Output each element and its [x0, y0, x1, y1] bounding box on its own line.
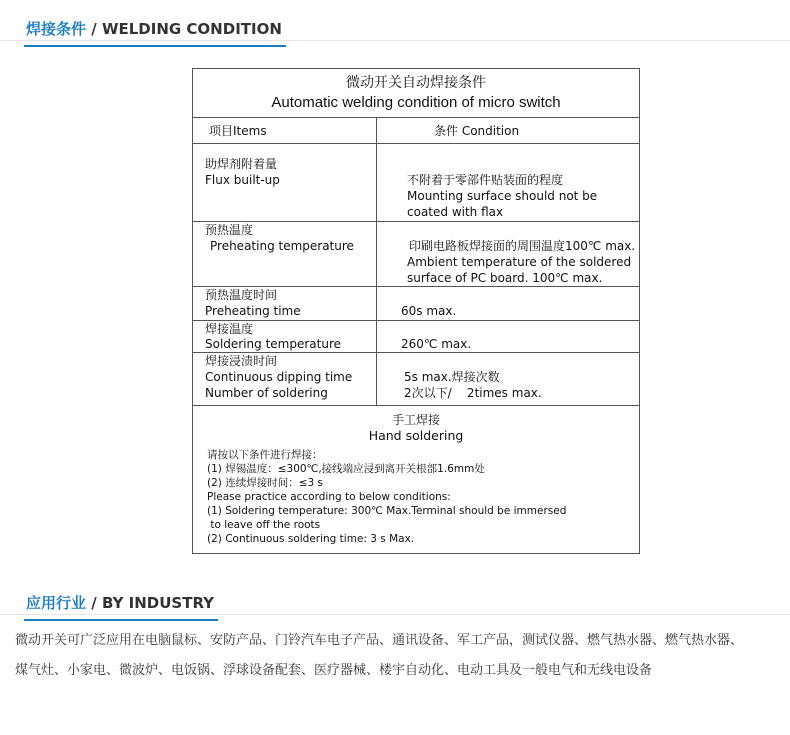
welding-title-en: WELDING CONDITION [101, 20, 282, 38]
condition-line: 60s max. [401, 304, 457, 318]
item-cn: 预热温度时间 [205, 288, 278, 302]
item-en: Preheating time [205, 304, 301, 318]
title-separator: / [86, 594, 102, 612]
condition-line: 2次以下/ 2times max. [404, 386, 542, 400]
item-en: Preheating temperature [210, 239, 354, 253]
industry-title-en: BY INDUSTRY [101, 594, 215, 612]
column-divider [376, 118, 377, 406]
hand-line: Please practice according to below conditions: [207, 491, 451, 503]
industry-section-header [0, 584, 790, 615]
hand-line: to leave off the roots [207, 519, 321, 531]
condition-line: 260℃ max. [401, 337, 472, 351]
item-en: Soldering temperature [205, 337, 342, 351]
industry-description: 微动开关可广泛应用在电脑鼠标、安防产品、门铃汽车电子产品、通讯设备、军工产品，测试仪器、燃气热水器、燃气热水器、煤气灶、小家电、微波炉、电饭锅、浮球设备配套、医疗器械、楼宇自动化、电动工具及一般电气和无线电设备 [15, 633, 744, 678]
table-row [193, 144, 639, 222]
welding-condition-table [192, 68, 640, 554]
hand-line: (2) Continuous soldering time: 3 s Max. [207, 533, 415, 545]
welding-section-title [24, 18, 286, 47]
hand-line: (2) 连续焊接时间：≤3 s [207, 477, 323, 489]
hand-line: (1) Soldering temperature: 300℃ Max.Terminal should be immersed [207, 505, 567, 517]
item-cn: 焊接浸渍时间 [205, 354, 278, 368]
table-caption-en: Automatic welding condition of micro switch [271, 94, 561, 111]
condition-line: Mounting surface should not be [407, 189, 598, 203]
item-en: Number of soldering [205, 386, 328, 400]
table-row [193, 222, 639, 287]
table-header-row [193, 118, 639, 144]
hand-title-en: Hand soldering [368, 428, 464, 443]
item-cn: 焊接温度 [205, 322, 254, 336]
table-row [193, 321, 639, 353]
industry-title-cn: 应用行业 [26, 594, 87, 612]
item-en: Flux built-up [205, 173, 280, 187]
condition-line: surface of PC board. 100℃ max. [407, 271, 603, 285]
condition-line: Ambient temperature of the soldered [407, 255, 632, 269]
condition-line: 印刷电路板焊接面的周围温度100℃ max. [409, 239, 636, 253]
welding-section-header [0, 10, 790, 41]
item-en: Continuous dipping time [205, 370, 353, 384]
item-cn: 助焊剂附着量 [205, 157, 278, 171]
header-items: 项目Items [209, 124, 267, 138]
table-caption-cn: 微动开关自动焊接条件 [346, 75, 486, 91]
header-condition: 条件 Condition [434, 124, 520, 138]
welding-title-cn: 焊接条件 [26, 20, 87, 38]
condition-line: coated with flax [407, 205, 504, 219]
hand-line: 请按以下条件进行焊接： [207, 449, 323, 461]
industry-section-title [24, 592, 218, 621]
hand-soldering-block [193, 406, 639, 554]
table-caption-row [193, 69, 639, 118]
item-cn: 预热温度 [205, 223, 254, 237]
title-separator: / [86, 20, 102, 38]
condition-line: 5s max.焊接次数 [404, 370, 500, 384]
table-row [193, 353, 639, 406]
hand-title-cn: 手工焊接 [391, 413, 440, 427]
hand-line: (1) 焊锡温度：≤300℃,接线端应浸到离开关根部1.6mm处 [207, 463, 485, 475]
table-row [193, 287, 639, 321]
condition-line: 不附着于零部件贴装面的程度 [407, 173, 564, 187]
